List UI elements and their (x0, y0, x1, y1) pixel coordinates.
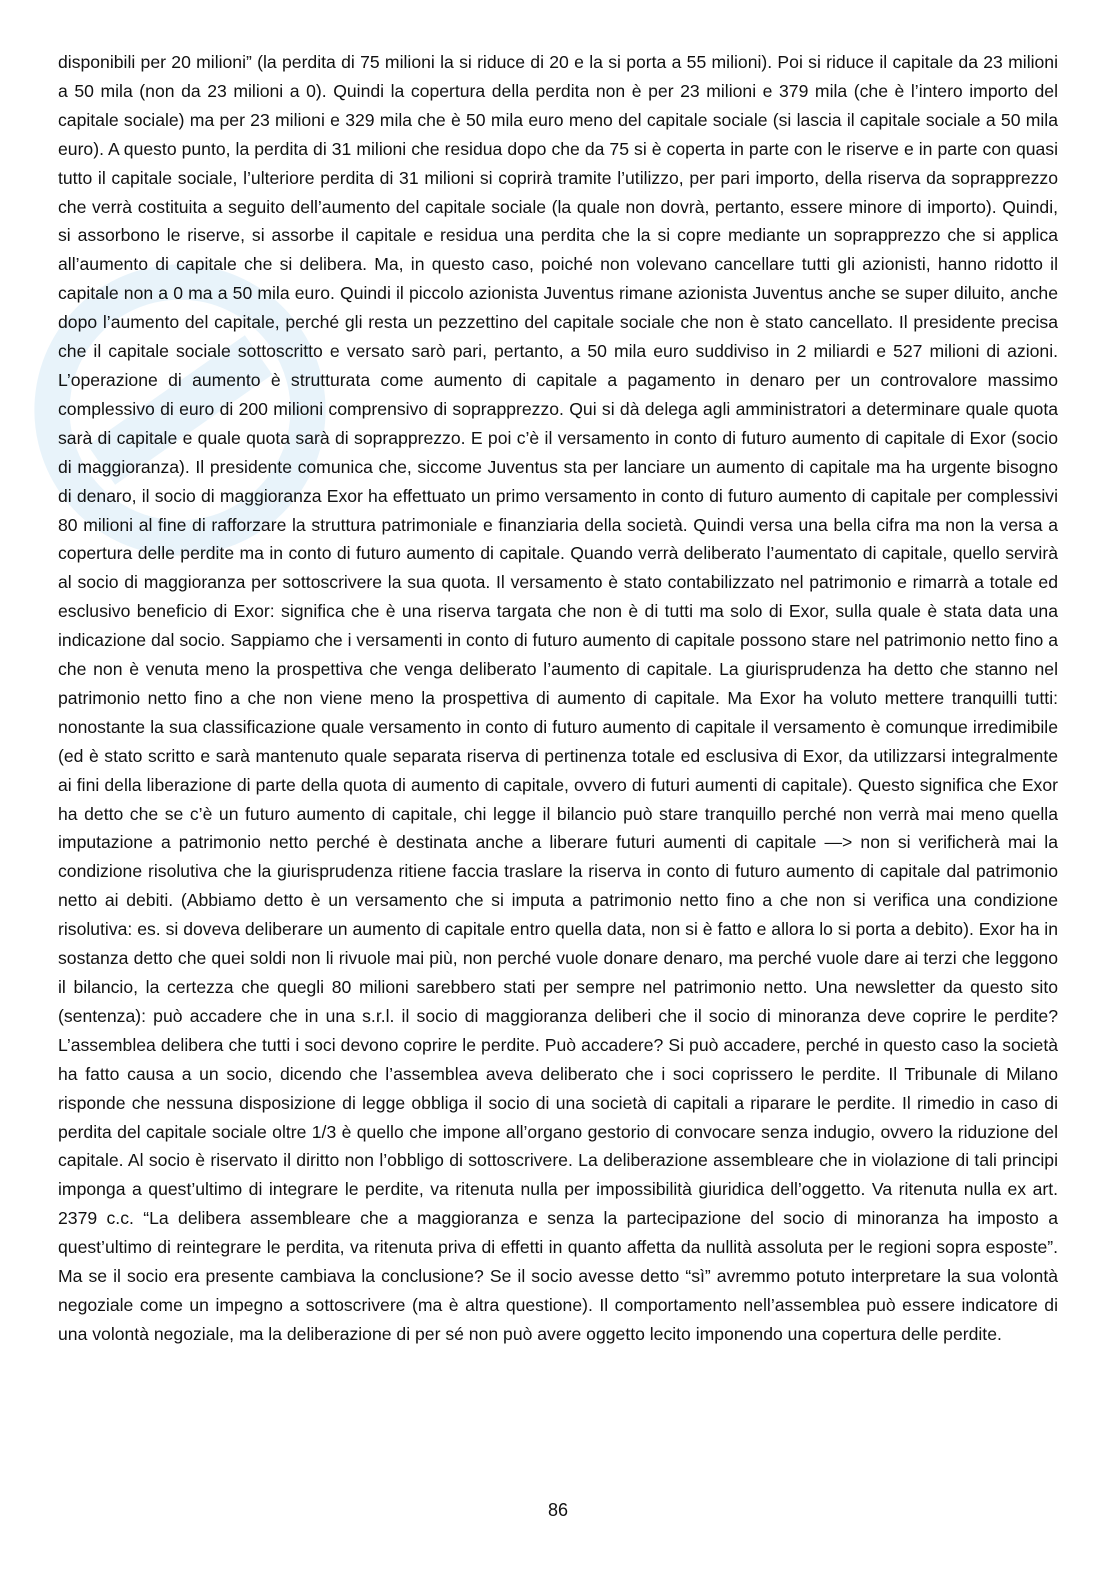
page-number: 86 (547, 1500, 569, 1520)
body-paragraph: disponibili per 20 milioni” (la perdita di 75 milioni la si riduce di 20 e la si porta a 55 milioni). Poi si riduce il capitale da 23 milioni a 50 mila (non da 23 milioni a 0). Quindi la copertura della perdita non è per 23 milioni e 379 mila (che è l’intero importo del capitale sociale) ma per 23 milioni e 329 mila che è 50 mila euro meno del capitale sociale (si lascia il capitale sociale a 50 mila euro). A questo punto, la perdita di 31 milioni che residua dopo che da 75 si è coperta in parte con le riserve e in parte con quasi tutto il capitale sociale, l’ulteriore perdita di 31 milioni si coprirà tramite l’utilizzo, per pari importo, della riserva da soprapprezzo che verrà costituita a seguito dell’aumento del capitale sociale (la quale non dovrà, pertanto, essere minore di importo). Quindi, si assorbono le riserve, si assorbe il capitale e residua una perdita che la si copre mediante un soprapprezzo che si applica all’aumento di capitale che si delibera. Ma, in questo caso, poiché non volevano cancellare tutti gli azionisti, hanno ridotto il capitale non a 0 ma a 50 mila euro. Quindi il piccolo azionista Juventus rimane azionista Juventus anche se super diluito, anche dopo l’aumento del capitale, perché gli resta un pezzettino del capitale sociale che non è stato cancellato. Il presidente precisa che il capitale sociale sottoscritto e versato sarò pari, pertanto, a 50 mila euro suddiviso in 2 miliardi e 527 milioni di azioni. L’operazione di aumento è strutturata come aumento di capitale a pagamento in denaro per un controvalore massimo complessivo di euro di 200 milioni comprensivo di soprapprezzo. Qui si dà delega agli amministratori a determinare quale quota sarà di capitale e quale quota sarà di soprapprezzo. E poi c’è il versamento in conto di futuro aumento di capitale di Exor (socio di maggioranza). Il presidente comunica che, siccome Juventus sta per lanciare un aumento di capitale ma ha urgente bisogno di denaro, il socio di maggioranza Exor ha effettuato un primo versamento in conto di futuro aumento di capitale per complessivi 80 milioni al fine di rafforzare la struttura patrimoniale e finanziaria della società. Quindi versa una bella cifra ma non la versa a copertura delle perdite ma in conto di futuro aumento di capitale. Quando verrà deliberato l’aumentato di capitale, quello servirà al socio di maggioranza per sottoscrivere la sua quota. Il versamento è stato contabilizzato nel patrimonio e rimarrà a totale ed esclusivo beneficio di Exor: significa che è una riserva targata che non è di tutti ma solo di Exor, sulla quale è stata data una indicazione dal socio. Sappiamo che i versamenti in conto di futuro aumento di capitale possono stare nel patrimonio netto fino a che non è venuta meno la prospettiva che venga deliberato l’aumento di capitale. La giurisprudenza ha detto che stanno nel patrimonio netto fino a che non viene meno la prospettiva di aumento di capitale. Ma Exor ha voluto mettere tranquilli tutti: nonostante la sua classificazione quale versamento in conto di futuro aumento di capitale il versamento è comunque irredimibile (ed è stato scritto e sarà mantenuto quale separata riserva di pertinenza totale ed esclusiva di Exor, da utilizzarsi integralmente ai fini della liberazione di parte della quota di aumento di capitale, ovvero di futuri aumenti di capitale). Questo significa che Exor ha detto che se c’è un futuro aumento di capitale, chi legge il bilancio può stare tranquillo perché non verrà mai meno quella imputazione a patrimonio netto perché è destinata anche a liberare futuri aumenti di capitale —> non si verificherà mai la condizione risolutiva che la giurisprudenza ritiene faccia traslare la riserva in conto di futuro aumento di capitale dal patrimonio netto ai debiti. (Abbiamo detto è un versamento che si imputa a patrimonio netto fino a che non si verifica una condizione risolutiva: es. si doveva deliberare un aumento di capitale entro quella data, non si è fatto e allora lo si porta a debito). Exor ha in sostanza detto che quei soldi non li rivuole mai più, non perché vuole donare denaro, ma perché vuole dare ai terzi che leggono il bilancio, la certezza che quegli 80 milioni sarebbero stati per sempre nel patrimonio netto. Una newsletter da questo sito (sentenza): può accadere che in una s.r.l. il socio di maggioranza deliberi che il socio di minoranza deve coprire le perdite? L’assemblea delibera che tutti i soci devono coprire le perdite. Può accadere? Si può accadere, perché in questo caso la società ha fatto causa a un socio, dicendo che l’assemblea aveva deliberato che i soci coprissero le perdite. Il Tribunale di Milano risponde che nessuna disposizione di legge obbliga il socio di una società di capitali a riparare le perdite. Il rimedio in caso di perdita del capitale sociale oltre 1/3 è quello che impone all’organo gestorio di convocare senza indugio, ovvero la riduzione del capitale. Al socio è riservato il diritto non l’obbligo di sottoscrivere. La deliberazione assembleare che in violazione di tali principi imponga a quest’ultimo di integrare le perdite, va ritenuta nulla per impossibilità giuridica dell’oggetto. Va ritenuta nulla ex art. 2379 c.c. “La delibera assembleare che a maggioranza e senza la partecipazione del socio di minoranza ha imposto a quest’ultimo di reintegrare le perdita, va ritenuta priva di effetti in quanto affetta da nullità assoluta per le regioni sopra esposte”. Ma se il socio era presente cambiava la conclusione? Se il socio avesse detto “sì” avremmo potuto interpretare la sua volontà negoziale come un impegno a sottoscrivere (ma è altra questione). Il comportamento nell’assemblea può essere indicatore di una volontà negoziale, ma la deliberazione di per sé non può avere oggetto lecito imponendo una copertura delle perdite. (58, 52, 1058, 1344)
